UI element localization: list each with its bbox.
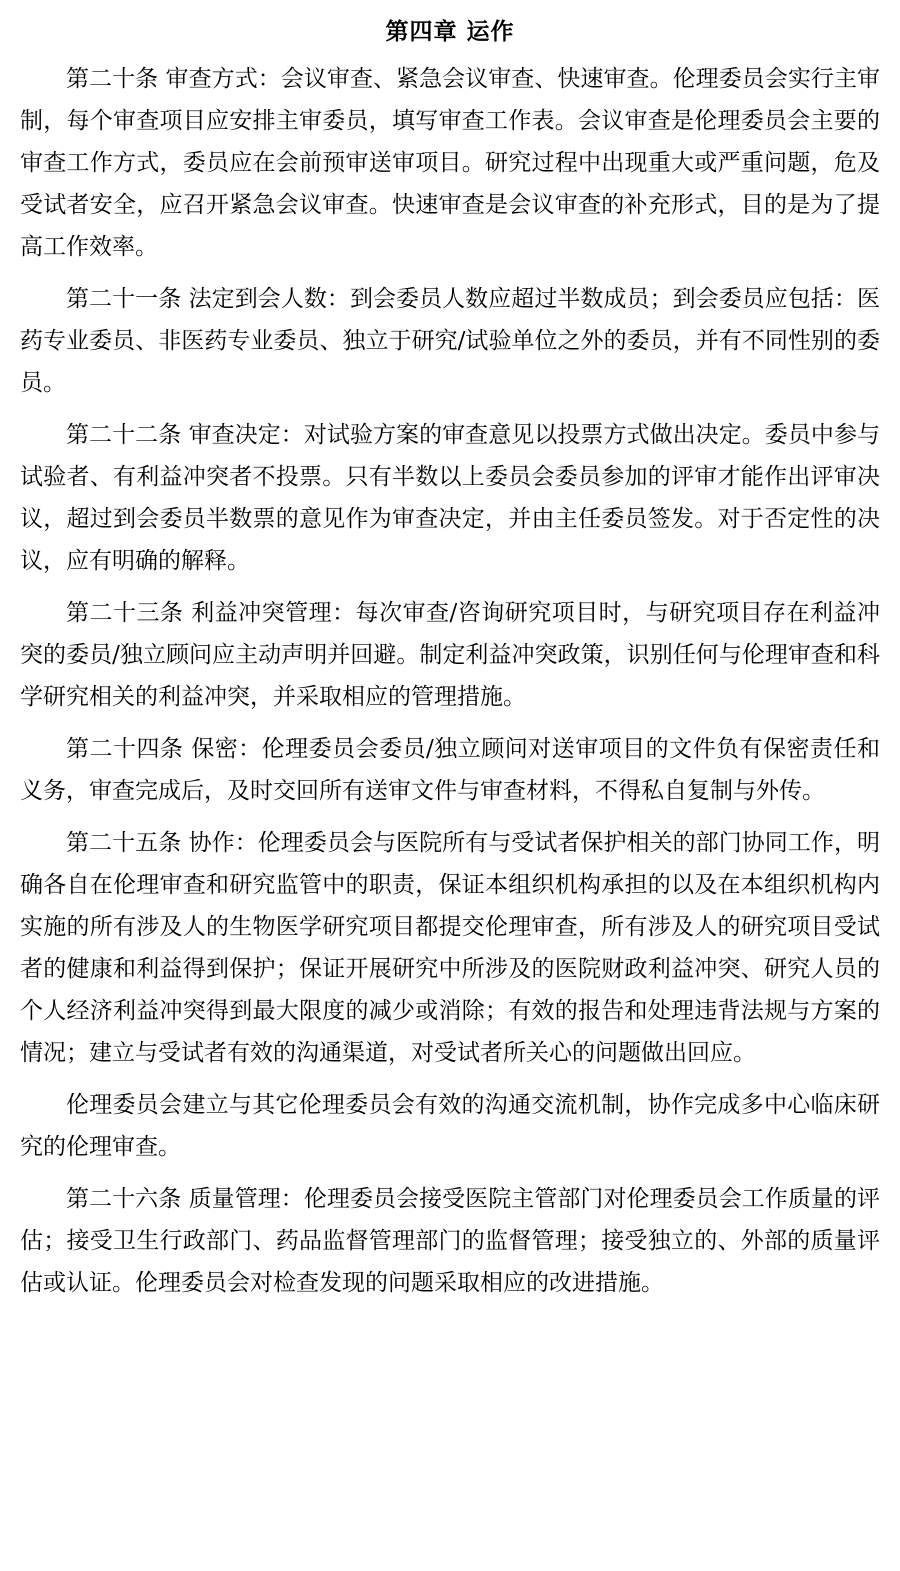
article-20-paragraph: 第二十条 审查方式：会议审查、紧急会议审查、快速审查。伦理委员会实行主审制，每个审查项目应安排主审委员，填写审查工作表。会议审查是伦理委员会主要的审查工作方式，委员应在会前预审送审项目。研究过程中出现重大或严重问题，危及受试者安全，应召开紧急会议审查。快速审查是会议审查的补充形式，目的是为了提高工作效率。 xyxy=(20,66,880,260)
article-23-paragraph: 第二十三条 利益冲突管理：每次审查/咨询研究项目时，与研究项目存在利益冲突的委员/独立顾问应主动声明并回避。制定利益冲突政策，识别任何与伦理审查和科学研究相关的利益冲突，并采取相应的管理措施。 xyxy=(20,600,880,710)
article-22-paragraph: 第二十二条 审查决定：对试验方案的审查意见以投票方式做出决定。委员中参与试验者、有利益冲突者不投票。只有半数以上委员会委员参加的评审才能作出评审决议，超过到会委员半数票的意见作为审查决定，并由主任委员签发。对于否定性的决议，应有明确的解释。 xyxy=(20,422,880,574)
article-25-paragraph: 第二十五条 协作：伦理委员会与医院所有与受试者保护相关的部门协同工作，明确各自在伦理审查和研究监管中的职责，保证本组织机构承担的以及在本组织机构内实施的所有涉及人的生物医学研究项目都提交伦理审查，所有涉及人的研究项目受试者的健康和利益得到保护；保证开展研究中所涉及的医院财政利益冲突、研究人员的个人经济利益冲突得到最大限度的减少或消除；有效的报告和处理违背法规与方案的情况；建立与受试者有效的沟通渠道，对受试者所关心的问题做出回应。 xyxy=(20,830,880,1066)
article-26-paragraph: 第二十六条 质量管理：伦理委员会接受医院主管部门对伦理委员会工作质量的评估；接受卫生行政部门、药品监督管理部门的监督管理；接受独立的、外部的质量评估或认证。伦理委员会对检查发现的问题采取相应的改进措施。 xyxy=(20,1186,880,1296)
article-24-paragraph: 第二十四条 保密：伦理委员会委员/独立顾问对送审项目的文件负有保密责任和义务，审查完成后，及时交回所有送审文件与审查材料，不得私自复制与外传。 xyxy=(20,736,880,804)
article-21-paragraph: 第二十一条 法定到会人数：到会委员人数应超过半数成员；到会委员应包括：医药专业委员、非医药专业委员、独立于研究/试验单位之外的委员，并有不同性别的委员。 xyxy=(20,286,880,396)
chapter-title: 第四章 运作 xyxy=(385,18,515,45)
article-25-continuation-paragraph: 伦理委员会建立与其它伦理委员会有效的沟通交流机制，协作完成多中心临床研究的伦理审查。 xyxy=(20,1092,880,1160)
